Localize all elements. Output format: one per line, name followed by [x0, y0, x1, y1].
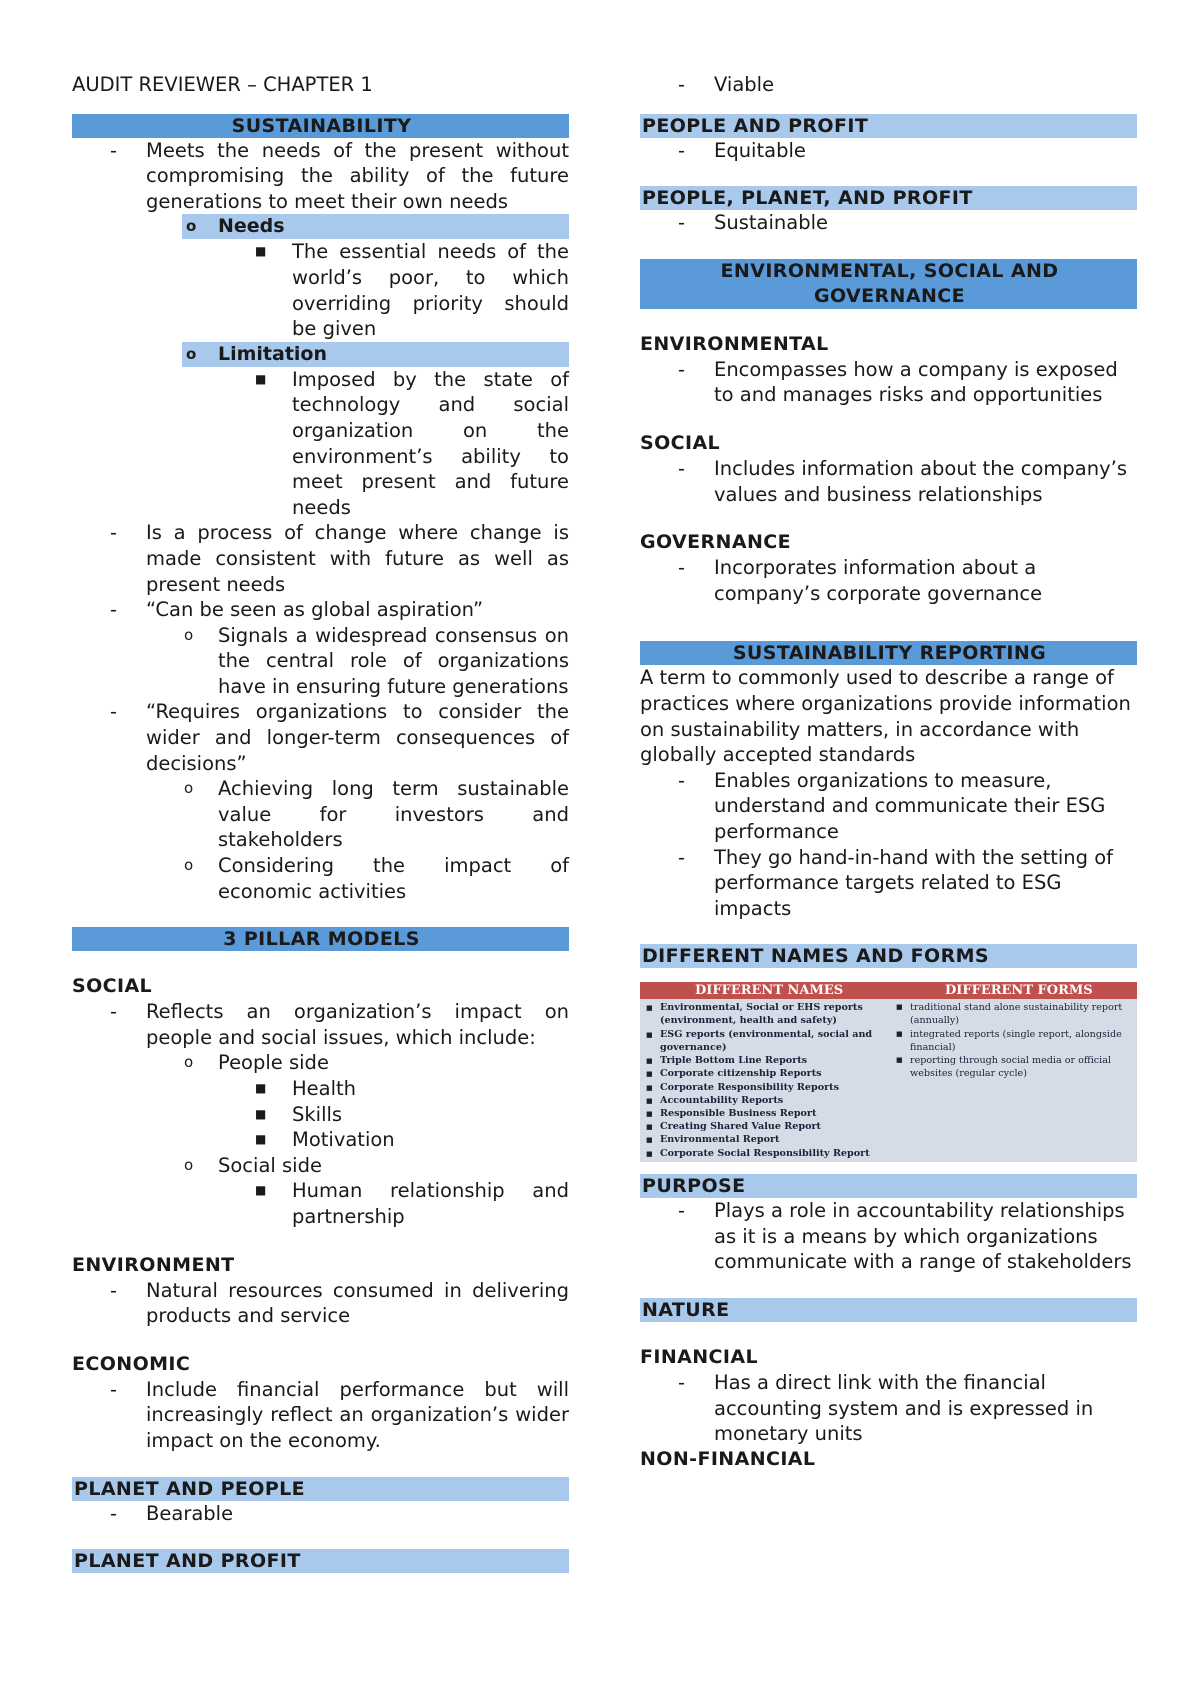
square-bullet-icon: ■: [255, 1081, 267, 1095]
list-item: - Bearable: [110, 1501, 234, 1525]
dash-bullet-icon: -: [678, 456, 686, 480]
list-item: - Has a direct link with the financial accounting system and is expressed in monetary units: [678, 1371, 1094, 1446]
reporting-definition: A term to commonly used to describe a range of practices where organizations provide information on sustainability matters, in accordance with globally accepted standards: [640, 666, 1131, 767]
dash-bullet-icon: -: [678, 1199, 686, 1223]
list-item: - Encompasses how a company is exposed to and manages risks and opportunities: [678, 357, 1118, 407]
financial-heading: FINANCIAL: [640, 1346, 758, 1369]
dash-bullet-icon: -: [110, 1377, 118, 1401]
square-bullet-icon: ■: [255, 1183, 267, 1198]
dash-bullet-icon: -: [678, 845, 686, 869]
list-item: - Includes information about the company’s values and business relationships: [678, 456, 1127, 506]
list-item: - Is a process of change where change is made consistent with future as well as present needs: [110, 521, 569, 596]
right-column: [640, 72, 1137, 1472]
list-item: - Meets the needs of the present without compromising the ability of the future generations to meet their own needs: [110, 138, 569, 213]
square-bullet-icon: ■: [255, 371, 267, 386]
planet-people-header: PLANET AND PEOPLE: [72, 1477, 569, 1501]
list-item: - Plays a role in accountability relationships as it is a means by which organizations communicate with a range of stakeholders: [678, 1199, 1132, 1274]
list-item: o Considering the impact of economic activities: [184, 854, 569, 903]
different-forms-label: DIFFERENT FORMS: [945, 983, 1093, 999]
planet-profit-header: PLANET AND PROFIT: [72, 1549, 569, 1573]
names-list: [640, 1001, 890, 1159]
left-column: [72, 72, 569, 1573]
names-forms-header: DIFFERENT NAMES AND FORMS: [640, 944, 1137, 968]
non-financial-heading: NON-FINANCIAL: [640, 1447, 816, 1470]
dash-bullet-icon: -: [110, 700, 118, 724]
dash-bullet-icon: -: [678, 1371, 686, 1395]
list-item: ■ Skills: [255, 1102, 343, 1126]
sustainability-reporting-header: SUSTAINABILITY REPORTING: [640, 641, 1137, 665]
list-item: ■ Environmental, Social or EHS reports (environment, health and safety): [640, 1001, 890, 1027]
people-planet-profit-header: PEOPLE, PLANET, AND PROFIT: [640, 186, 1137, 210]
dash-bullet-icon: -: [678, 73, 686, 96]
limitation-subheader: o Limitation: [182, 342, 569, 367]
dash-bullet-icon: -: [110, 1000, 118, 1024]
social-heading: SOCIAL: [640, 431, 721, 454]
list-item: - Viable: [678, 73, 775, 96]
list-item: ■ Responsible Business Report: [640, 1107, 890, 1120]
list-item: ■ Corporate citizenship Reports: [640, 1067, 890, 1080]
dash-bullet-icon: -: [110, 521, 118, 545]
figure-header: [640, 982, 1137, 999]
list-item: o People side: [184, 1051, 329, 1075]
forms-list: [890, 1001, 1135, 1080]
list-item: ■ Triple Bottom Line Reports: [640, 1054, 890, 1067]
sustainability-header: SUSTAINABILITY: [72, 114, 569, 138]
circle-bullet-icon: o: [184, 1053, 194, 1072]
circle-bullet-icon: o: [186, 217, 197, 236]
list-item: ■ Human relationship and partnership: [255, 1179, 569, 1228]
pillar-models-header: 3 PILLAR MODELS: [72, 927, 569, 951]
list-item: ■ reporting through social media or official websites (regular cycle): [890, 1054, 1135, 1080]
list-item: o Social side: [184, 1153, 322, 1177]
list-item: - Reflects an organization’s impact on people and social issues, which include:: [110, 1000, 569, 1049]
list-item: - Enables organizations to measure, understand and communicate their ESG performance: [678, 768, 1106, 843]
list-item: ■ The essential needs of the world’s poor, to which overriding priority should be given: [255, 240, 569, 341]
dash-bullet-icon: -: [678, 138, 686, 162]
list-item: - Equitable: [678, 138, 806, 162]
list-item: - Sustainable: [678, 211, 829, 235]
list-item: ■ Imposed by the state of technology and social organization on the environment’s ability to meet present and future needs: [255, 367, 569, 519]
list-item: - “Requires organizations to consider the wider and longer-term consequences of decisions”: [110, 700, 569, 775]
circle-bullet-icon: o: [184, 1155, 194, 1174]
people-profit-header: PEOPLE AND PROFIT: [640, 114, 1137, 138]
list-item: - Include financial performance but will increasingly reflect an organization’s wider impact on the economy.: [110, 1377, 569, 1452]
list-item: o Achieving long term sustainable value for investors and stakeholders: [184, 777, 569, 852]
names-forms-figure: [640, 982, 1137, 1162]
dash-bullet-icon: -: [110, 1501, 118, 1525]
needs-subheader: o Needs: [182, 214, 569, 239]
dash-bullet-icon: -: [678, 556, 686, 580]
list-item: ■ integrated reports (single report, alongside financial): [890, 1028, 1135, 1054]
dash-bullet-icon: -: [110, 1278, 118, 1302]
circle-bullet-icon: o: [184, 779, 194, 798]
dash-bullet-icon: -: [678, 211, 686, 235]
list-item: ■ Environmental Report: [640, 1133, 890, 1146]
environmental-heading: ENVIRONMENTAL: [640, 332, 829, 355]
list-item: ■ Corporate Social Responsibility Report: [640, 1147, 890, 1160]
social-heading: SOCIAL: [72, 975, 153, 998]
list-item: - Incorporates information about a company’s corporate governance: [678, 556, 1043, 605]
list-item: ■ Motivation: [255, 1128, 395, 1152]
circle-bullet-icon: o: [186, 344, 197, 363]
economic-heading: ECONOMIC: [72, 1352, 191, 1375]
square-bullet-icon: ■: [255, 1132, 267, 1147]
environment-heading: ENVIRONMENT: [72, 1253, 235, 1276]
list-item: - Natural resources consumed in delivering products and service: [110, 1278, 569, 1328]
nature-header: NATURE: [640, 1298, 1137, 1322]
list-item: ■ Health: [255, 1077, 357, 1100]
square-bullet-icon: ■: [255, 1106, 267, 1121]
circle-bullet-icon: o: [184, 856, 194, 875]
dash-bullet-icon: -: [678, 357, 686, 381]
list-item: o Signals a widespread consensus on the central role of organizations have in ensuring future generations: [184, 623, 569, 698]
purpose-header: PURPOSE: [640, 1174, 1137, 1198]
dash-bullet-icon: -: [110, 598, 118, 622]
esg-header: ENVIRONMENTAL, SOCIAL AND GOVERNANCE: [640, 259, 1137, 309]
circle-bullet-icon: o: [184, 625, 194, 644]
document-title: AUDIT REVIEWER – CHAPTER 1: [72, 73, 373, 96]
list-item: ■ ESG reports (environmental, social and governance): [640, 1028, 890, 1054]
list-item: ■ Creating Shared Value Report: [640, 1120, 890, 1133]
list-item: ■ Accountability Reports: [640, 1094, 890, 1107]
list-item: - “Can be seen as global aspiration”: [110, 598, 484, 622]
governance-heading: GOVERNANCE: [640, 531, 791, 554]
dash-bullet-icon: -: [678, 768, 686, 792]
list-item: ■ Corporate Responsibility Reports: [640, 1081, 890, 1094]
list-item: - They go hand-in-hand with the setting of performance targets related to ESG impacts: [678, 845, 1114, 920]
different-names-label: DIFFERENT NAMES: [695, 983, 844, 999]
dash-bullet-icon: -: [110, 138, 118, 162]
list-item: ■ traditional stand alone sustainability report (annually): [890, 1001, 1135, 1027]
square-bullet-icon: ■: [255, 244, 267, 259]
